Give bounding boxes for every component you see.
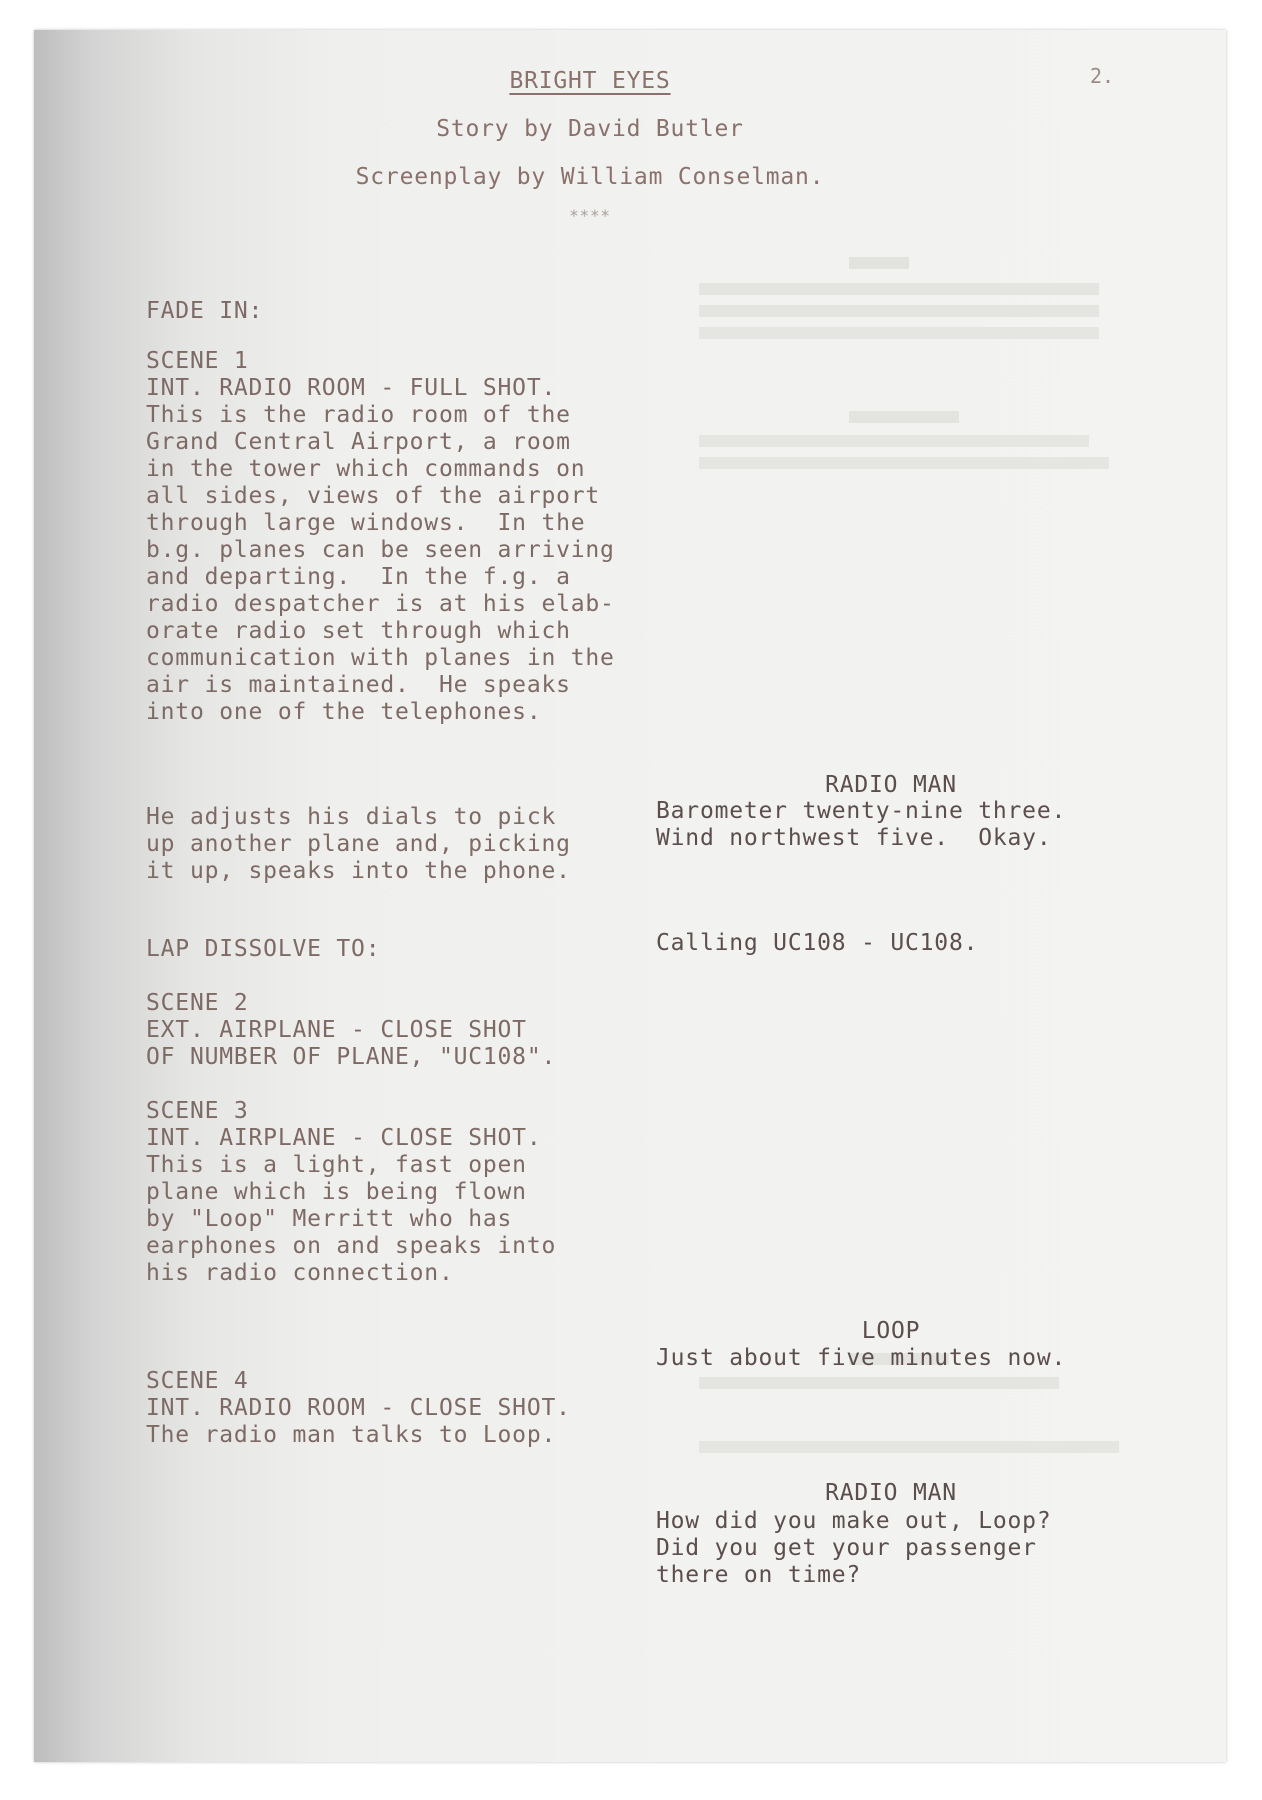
scene-4-line: The radio man talks to Loop. — [146, 1422, 557, 1448]
bleed-through-marks — [699, 253, 1119, 343]
scene-1-line: through large windows. In the — [146, 510, 586, 536]
scene-1-line: Grand Central Airport, a room — [146, 429, 571, 455]
dialogue-line: How did you make out, Loop? — [656, 1508, 1052, 1534]
dialogue-line: Calling UC108 - UC108. — [656, 930, 979, 956]
scene-1-line: INT. RADIO ROOM - FULL SHOT. — [146, 375, 557, 401]
scene-1-line: radio despatcher is at his elab- — [146, 591, 615, 617]
scene-4-heading: SCENE 4 — [146, 1368, 249, 1394]
scene-3-line: plane which is being flown — [146, 1179, 527, 1205]
scene-3-line: earphones on and speaks into — [146, 1233, 557, 1259]
scene-1-heading: SCENE 1 — [146, 348, 249, 374]
screenplay-credit: Screenplay by William Conselman. — [355, 164, 825, 190]
lap-dissolve-transition: LAP DISSOLVE TO: — [146, 936, 381, 962]
character-cue: RADIO MAN — [825, 1480, 957, 1506]
script-title: BRIGHT EYES — [509, 68, 671, 94]
scene-1-line: b.g. planes can be seen arriving — [146, 537, 615, 563]
bleed-through-marks — [699, 1353, 1129, 1483]
character-cue: LOOP — [861, 1318, 921, 1344]
fade-in-transition: FADE IN: — [146, 298, 264, 324]
scene-3-line: his radio connection. — [146, 1260, 454, 1286]
character-cue: RADIO MAN — [825, 772, 957, 798]
scene-4-line: INT. RADIO ROOM - CLOSE SHOT. — [146, 1395, 571, 1421]
script-page — [34, 30, 1226, 1762]
scene-2-heading: SCENE 2 — [146, 990, 249, 1016]
scene-1-line: into one of the telephones. — [146, 699, 542, 725]
scene-2-line: EXT. AIRPLANE - CLOSE SHOT — [146, 1017, 527, 1043]
dialogue-line: Barometer twenty-nine three. — [656, 798, 1067, 824]
bleed-through-marks — [699, 409, 1119, 479]
dialogue-line: Did you get your passenger — [656, 1535, 1037, 1561]
scene-3-line: by "Loop" Merritt who has — [146, 1206, 513, 1232]
action-line: He adjusts his dials to pick — [146, 804, 557, 830]
scene-1-line: air is maintained. He speaks — [146, 672, 571, 698]
scene-1-line: communication with planes in the — [146, 645, 615, 671]
scene-1-line: in the tower which commands on — [146, 456, 586, 482]
scene-2-line: OF NUMBER OF PLANE, "UC108". — [146, 1044, 557, 1070]
story-credit: Story by David Butler — [436, 116, 744, 142]
action-line: it up, speaks into the phone. — [146, 858, 571, 884]
scene-3-heading: SCENE 3 — [146, 1098, 249, 1124]
page-number: 2. — [1090, 64, 1115, 88]
scene-1-line: orate radio set through which — [146, 618, 571, 644]
separator: **** — [569, 206, 611, 225]
dialogue-line: there on time? — [656, 1562, 862, 1588]
scene-3-line: INT. AIRPLANE - CLOSE SHOT. — [146, 1125, 542, 1151]
action-line: up another plane and, picking — [146, 831, 571, 857]
scene-3-line: This is a light, fast open — [146, 1152, 527, 1178]
dialogue-line: Just about five minutes now. — [656, 1345, 1067, 1371]
bleed-through-block — [639, 226, 1059, 316]
dialogue-line: Wind northwest five. Okay. — [656, 825, 1052, 851]
scene-1-line: and departing. In the f.g. a — [146, 564, 571, 590]
scene-1-line: all sides, views of the airport — [146, 483, 601, 509]
bleed-through-block — [639, 382, 1059, 452]
scene-1-line: This is the radio room of the — [146, 402, 571, 428]
